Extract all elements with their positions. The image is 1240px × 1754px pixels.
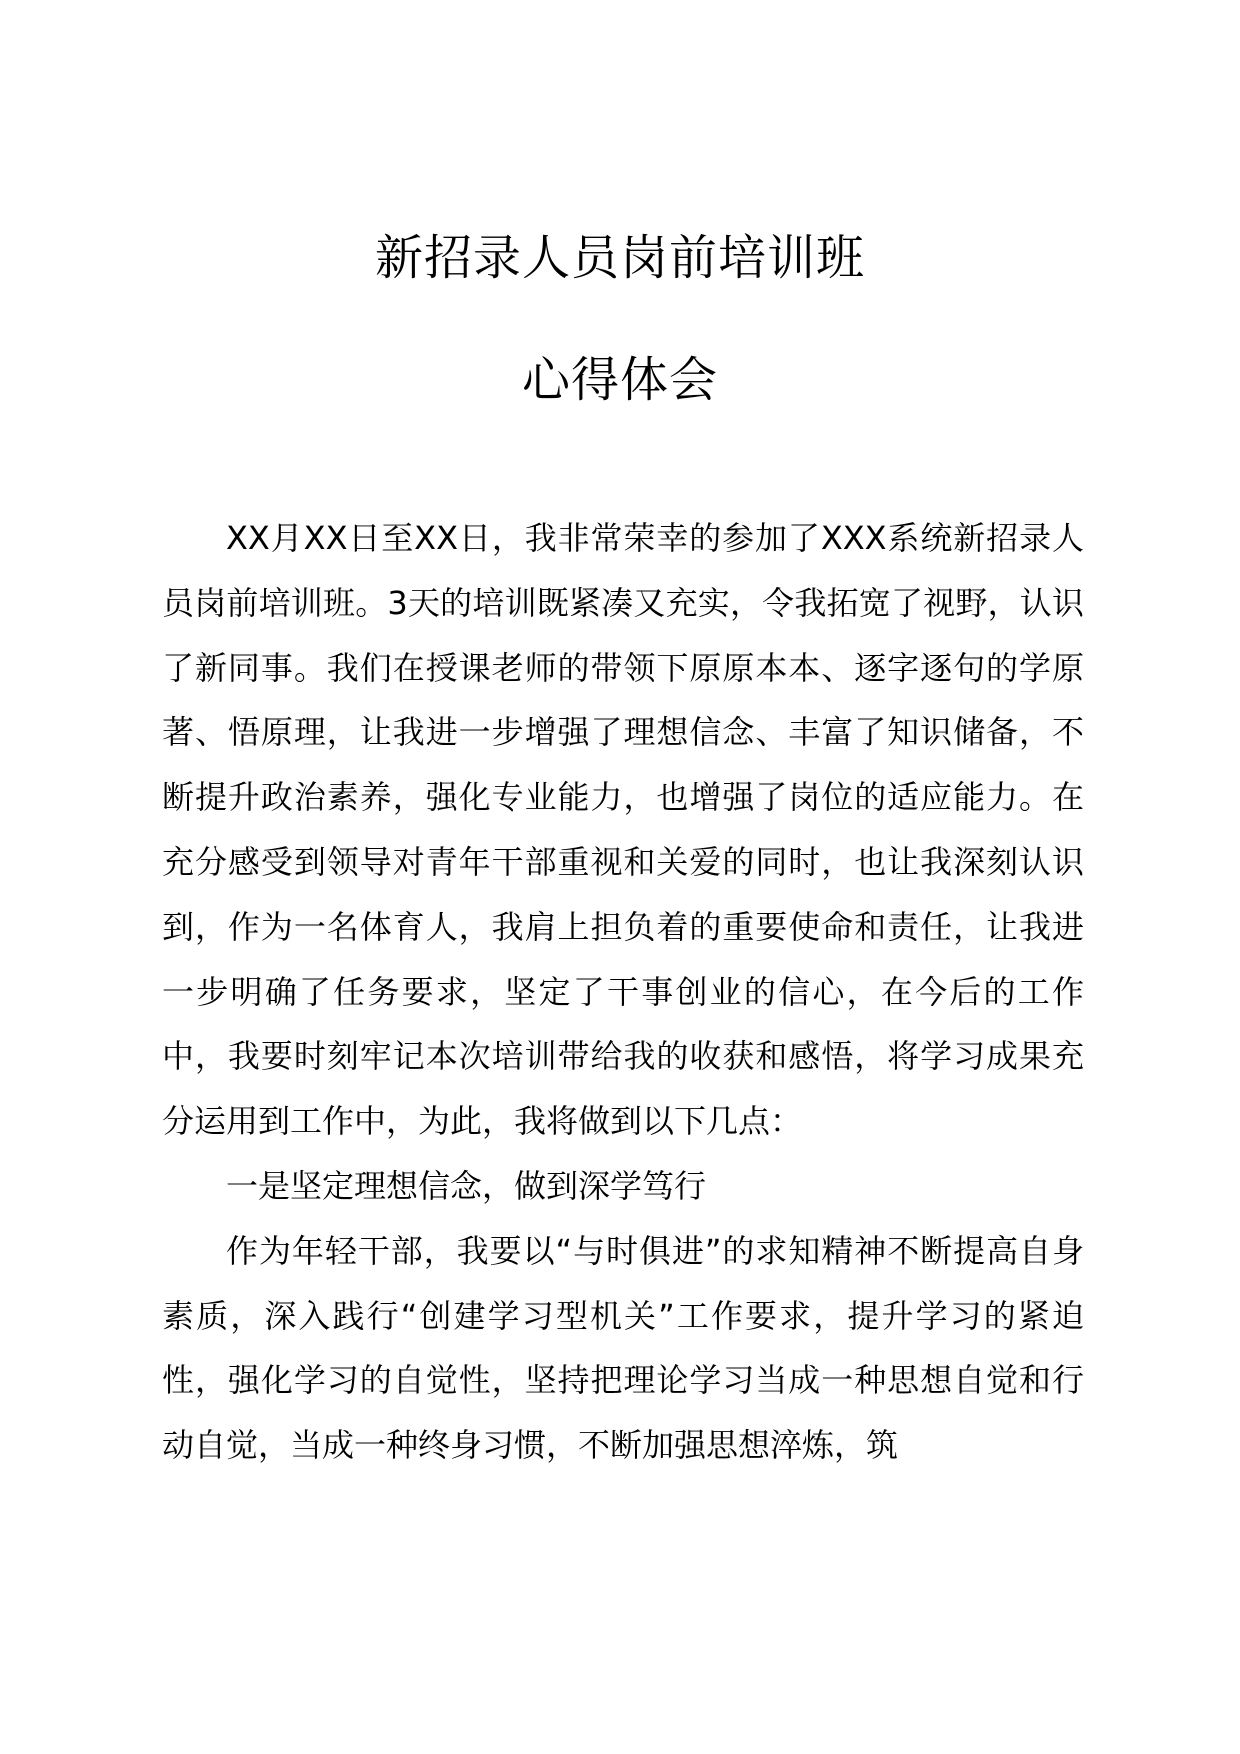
section-heading-1: 一是坚定理想信念，做到深学笃行	[226, 1166, 707, 1205]
document-title-line-2: 心得体会	[521, 352, 718, 408]
body-paragraph-intro: XX月XX日至XX日，我非常荣幸的参加了XXX系统新招录人员岗前培训班。3天的培训既紧凑又充实，令我拓宽了视野，认识了新同事。我们在授课老师的带领下原原本本、逐字逐句的学原著、悟原理，让我进一步增强了理想信念、丰富了知识储备，不断提升政治素养，强化专业能力，也增强了岗位的适应能力。在充分感受到领导对青年干部重视和关爱的同时，也让我深刻认识到，作为一名体育人，我肩上担负着的重要使命和责任，让我进一步明确了任务要求，坚定了干事创业的信心，在今后的工作中，我要时刻牢记本次培训带给我的收获和感悟，将学习成果充分运用到工作中，为此，我将做到以下几点：	[162, 519, 1084, 1141]
document-title-line-1: 新招录人员岗前培训班	[374, 230, 865, 286]
body-paragraph-section-1: 作为年轻干部，我要以“与时俱进”的求知精神不断提高自身素质，深入践行“创建学习型机关”工作要求，提升学习的紧迫性，强化学习的自觉性，坚持把理论学习当成一种思想自觉和行动自觉，当成一种终身习惯，不断加强思想淬炼，筑	[162, 1231, 1084, 1465]
document-body	[162, 506, 1084, 1478]
